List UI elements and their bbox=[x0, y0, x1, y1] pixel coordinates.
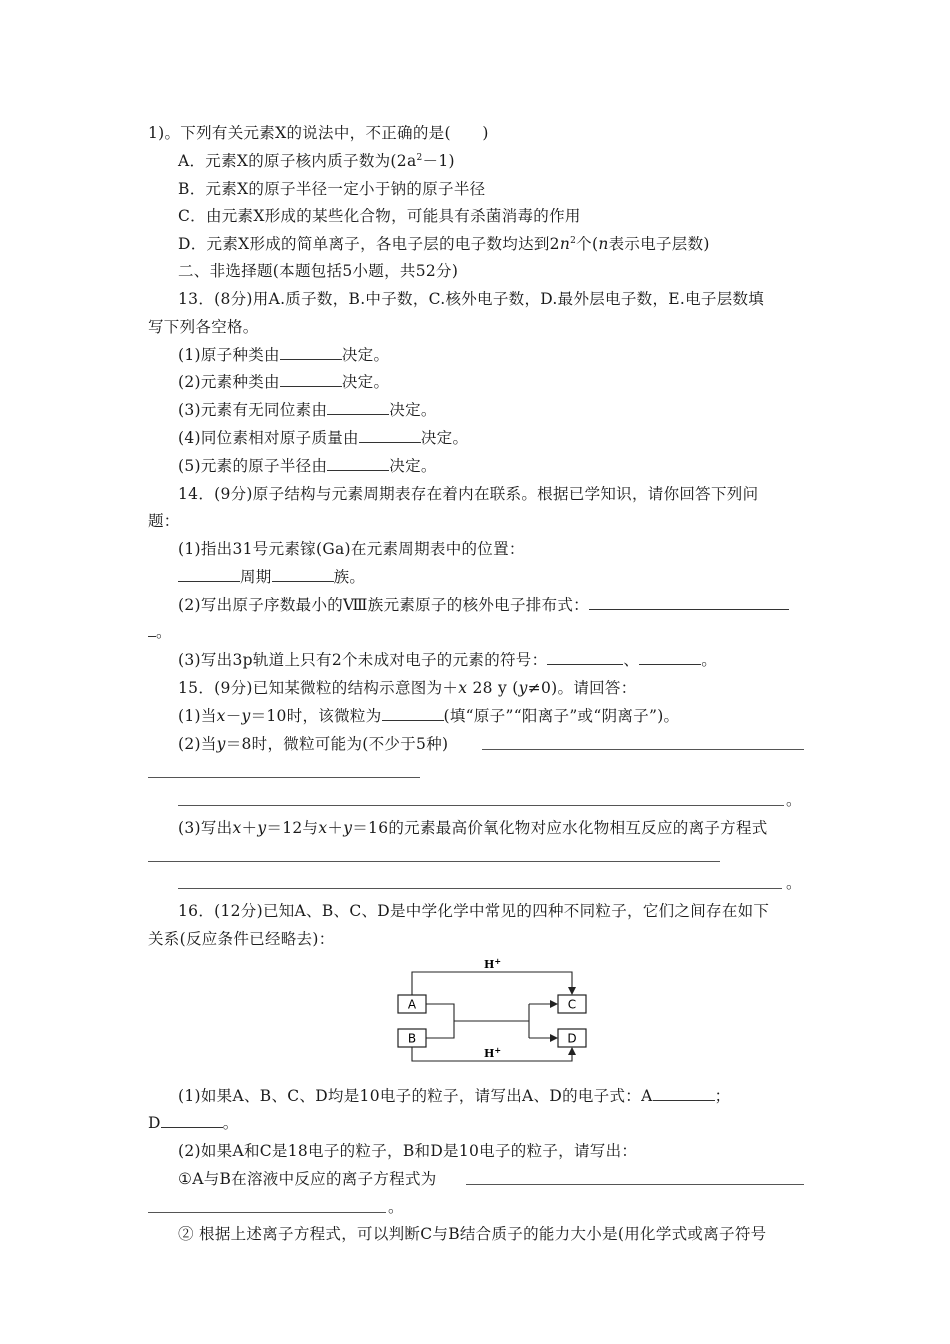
q15-part2-answer-line2[interactable] bbox=[148, 777, 420, 778]
q16-stem2-text: 关系(反应条件已经略去)： bbox=[148, 930, 335, 948]
q15-part1-x: x bbox=[216, 707, 226, 725]
q12-option-b-text: B．元素X的原子半径一定小于钠的原子半径 bbox=[178, 180, 486, 198]
box-a-label: A bbox=[407, 997, 417, 1012]
q14-part3-sep: 、 bbox=[623, 651, 640, 669]
q15-part3-tail: ＝16的元素最高价氧化物对应水化物相互反应的离子方程式 bbox=[352, 819, 768, 837]
section-heading bbox=[178, 261, 458, 281]
arrow-a-to-c-h bbox=[412, 972, 572, 995]
q14-period-label: 周期 bbox=[240, 568, 272, 586]
q14-stem1-text: 14．(9分)原子结构与元素周期表存在着内在联系。根据已学知识，请你回答下列问 bbox=[178, 485, 759, 503]
q15-part1-end: (填“原子”“阳离子”或“阴离子”)。 bbox=[443, 707, 680, 725]
reaction-diagram bbox=[392, 955, 592, 1070]
q16-part1 bbox=[178, 1086, 730, 1106]
q13-part3-blank[interactable] bbox=[327, 400, 389, 415]
q16-part2-1-answer-line1[interactable] bbox=[466, 1184, 804, 1185]
q14-part2-blank-cont[interactable] bbox=[148, 622, 156, 637]
q15-part2-answer-line3[interactable] bbox=[178, 805, 784, 806]
q14-stem-line1 bbox=[178, 484, 758, 504]
q13-part2-text: (2)元素种类由 bbox=[178, 373, 280, 391]
q16-part2-text: (2)如果A和C是18电子的粒子，B和D是10电子的粒子，请写出： bbox=[178, 1142, 638, 1160]
q15-part3-answer-line1[interactable] bbox=[148, 861, 720, 862]
q12-option-b bbox=[178, 179, 485, 199]
q12-option-d-n: n bbox=[559, 235, 571, 253]
q13-part5-text: (5)元素的原子半径由 bbox=[178, 457, 328, 475]
q15-part2-y: y bbox=[216, 735, 226, 753]
q15-part3-end-text: 。 bbox=[786, 874, 802, 892]
q13-part2-end: 决定。 bbox=[341, 373, 390, 391]
q13-part3-text: (3)元素有无同位素由 bbox=[178, 401, 328, 419]
q14-group-blank[interactable] bbox=[272, 567, 334, 582]
q15-part3-x2: x bbox=[318, 819, 328, 837]
q15-part2-mid: ＝8时，微粒可能为(不少于5种) bbox=[225, 735, 449, 753]
q14-part2-blank[interactable] bbox=[589, 595, 789, 610]
q13-part5-end: 决定。 bbox=[389, 457, 437, 475]
q14-part2-text: (2)写出原子序数最小的Ⅷ族元素原子的核外电子排布式： bbox=[178, 596, 589, 614]
q16-part1-sep: ； bbox=[714, 1087, 731, 1105]
box-b-label: B bbox=[407, 1031, 417, 1046]
q16-part1-text: (1)如果A、B、C、D均是10电子的粒子，请写出A、D的电子式：A bbox=[178, 1087, 653, 1105]
q15-part3-y2: y bbox=[343, 819, 353, 837]
q14-stem2-text: 题： bbox=[148, 512, 180, 530]
q15-part3-y1: y bbox=[257, 819, 267, 837]
q15-part3-mid: ＝12与 bbox=[266, 819, 319, 837]
q13-stem-line2 bbox=[148, 317, 259, 337]
q15-part1-y: y bbox=[241, 707, 251, 725]
h-plus-top: H+ bbox=[484, 956, 502, 971]
q13-part5-blank[interactable] bbox=[327, 456, 389, 471]
q12-option-c-text: C．由元素X形成的某些化合物，可能具有杀菌消毒的作用 bbox=[178, 207, 581, 225]
q13-part1-end: 决定。 bbox=[341, 346, 390, 364]
q14-stem-line2 bbox=[148, 511, 180, 531]
q15-stem-y: y bbox=[518, 679, 528, 697]
q14-part3 bbox=[178, 650, 717, 670]
q15-stem bbox=[178, 678, 637, 698]
q13-stem1-text: 13．(8分)用A.质子数，B.中子数，C.核外电子数，D.最外层电子数，E.电子层数填 bbox=[178, 290, 765, 308]
h-plus-bottom: H+ bbox=[484, 1045, 502, 1060]
q13-part2 bbox=[178, 372, 389, 392]
q16-part1-blank-d[interactable] bbox=[161, 1113, 223, 1128]
q16-part1-blank-a[interactable] bbox=[653, 1086, 715, 1101]
q14-part3-end: 。 bbox=[701, 651, 718, 669]
q16-part1-end: 。 bbox=[222, 1114, 239, 1132]
q15-part3-text: (3)写出 bbox=[178, 819, 233, 837]
q15-part3-answer-line2[interactable] bbox=[178, 888, 782, 889]
q14-part1-text: (1)指出31号元素镓(Ga)在元素周期表中的位置： bbox=[178, 540, 525, 558]
q15-part2-text: (2)当 bbox=[178, 735, 217, 753]
q14-period-blank[interactable] bbox=[178, 567, 240, 582]
q15-stem-end: ≠0)。请回答： bbox=[527, 679, 637, 697]
merge-bracket bbox=[426, 1004, 454, 1038]
q12-option-d-mid: 个( bbox=[576, 235, 599, 253]
q16-part2-1-answer-line2[interactable] bbox=[148, 1212, 386, 1213]
q12-option-a bbox=[178, 151, 455, 171]
q13-part4-blank[interactable] bbox=[359, 428, 421, 443]
q12-option-d-sup: 2 bbox=[570, 235, 577, 246]
q16-part2-1 bbox=[178, 1169, 437, 1189]
q12-option-a-end: －1) bbox=[422, 152, 455, 170]
q16-stem-line1 bbox=[178, 901, 769, 921]
q15-part2-end-text: 。 bbox=[786, 791, 802, 809]
q12-stem-text: 1)。下列有关元素X的说法中，不正确的是( ) bbox=[148, 124, 489, 142]
q12-option-d-text: D．元素X形成的简单离子，各电子层的电子数均达到2 bbox=[178, 235, 560, 253]
q13-part4-text: (4)同位素相对原子质量由 bbox=[178, 429, 359, 447]
q15-stem-text: 15．(9分)已知某微粒的结构示意图为＋ bbox=[178, 679, 459, 697]
q14-part2-end: 。 bbox=[156, 623, 172, 641]
q13-part5 bbox=[178, 456, 437, 476]
q14-part2-cont bbox=[148, 622, 172, 642]
q13-part4 bbox=[178, 428, 468, 448]
box-d-label: D bbox=[567, 1031, 577, 1046]
q13-stem-line1 bbox=[178, 289, 764, 309]
q15-part1 bbox=[178, 706, 679, 726]
q13-part1-text: (1)原子种类由 bbox=[178, 346, 280, 364]
q15-part3-op2: ＋ bbox=[327, 819, 344, 837]
q16-part2 bbox=[178, 1141, 637, 1161]
q14-part2 bbox=[178, 595, 789, 615]
q13-part2-blank[interactable] bbox=[280, 372, 342, 387]
q16-part2-1-text: ①A与B在溶液中反应的离子方程式为 bbox=[178, 1170, 437, 1188]
q14-group-label: 族。 bbox=[333, 568, 366, 586]
q14-part3-blank2[interactable] bbox=[639, 650, 701, 665]
q13-part3 bbox=[178, 400, 437, 420]
q15-part1-text: (1)当 bbox=[178, 707, 217, 725]
q12-option-a-sup: 2 bbox=[416, 152, 423, 163]
q12-option-d bbox=[178, 234, 710, 254]
q15-part3 bbox=[178, 818, 768, 838]
q12-option-c bbox=[178, 206, 581, 226]
q16-part2-1-end-text: 。 bbox=[388, 1198, 404, 1216]
q16-part1-cont bbox=[148, 1113, 239, 1133]
q13-part1 bbox=[178, 345, 389, 365]
q14-part3-text: (3)写出3p轨道上只有2个未成对电子的元素的符号： bbox=[178, 651, 548, 669]
q12-option-d-n2: n bbox=[598, 235, 609, 253]
q13-part3-end: 决定。 bbox=[389, 401, 437, 419]
q15-stem-mid: 28 y ( bbox=[467, 679, 519, 697]
q15-part2-end bbox=[786, 790, 802, 810]
q16-part1-d-label: D bbox=[148, 1114, 161, 1132]
q16-stem1-text: 16．(12分)已知A、B、C、D是中学化学中常见的四种不同粒子，它们之间存在如下 bbox=[178, 902, 770, 920]
q15-part1-mid: ＝10时，该微粒为 bbox=[250, 707, 382, 725]
box-c-label: C bbox=[567, 997, 577, 1012]
q15-part1-op: － bbox=[225, 707, 242, 725]
q13-part1-blank[interactable] bbox=[280, 345, 342, 360]
q12-option-a-text: A．元素X的原子核内质子数为(2a bbox=[178, 152, 417, 170]
q14-part1-answer bbox=[178, 567, 365, 587]
q15-part2-answer-line1[interactable] bbox=[482, 749, 804, 750]
q15-part3-end bbox=[786, 873, 802, 893]
section-heading-text: 二、非选择题(本题包括5小题，共52分) bbox=[178, 262, 459, 280]
q15-part2 bbox=[178, 734, 448, 754]
q16-stem-line2 bbox=[148, 929, 335, 949]
q15-stem-x: x bbox=[458, 679, 468, 697]
q15-part3-x1: x bbox=[232, 819, 242, 837]
q15-part3-op1: ＋ bbox=[241, 819, 258, 837]
q16-part2-2 bbox=[178, 1224, 766, 1244]
q14-part1 bbox=[178, 539, 525, 559]
q13-stem2-text: 写下列各空格。 bbox=[148, 318, 259, 336]
q14-part3-blank1[interactable] bbox=[547, 650, 623, 665]
q13-part4-end: 决定。 bbox=[420, 429, 469, 447]
q12-stem bbox=[148, 123, 489, 143]
q16-part2-1-end bbox=[388, 1197, 404, 1217]
q15-part1-blank[interactable] bbox=[382, 706, 444, 721]
q16-part2-2-text: ② 根据上述离子方程式，可以判断C与B结合质子的能力大小是(用化学式或离子符号 bbox=[178, 1225, 767, 1243]
q12-option-d-end: 表示电子层数) bbox=[608, 235, 710, 253]
